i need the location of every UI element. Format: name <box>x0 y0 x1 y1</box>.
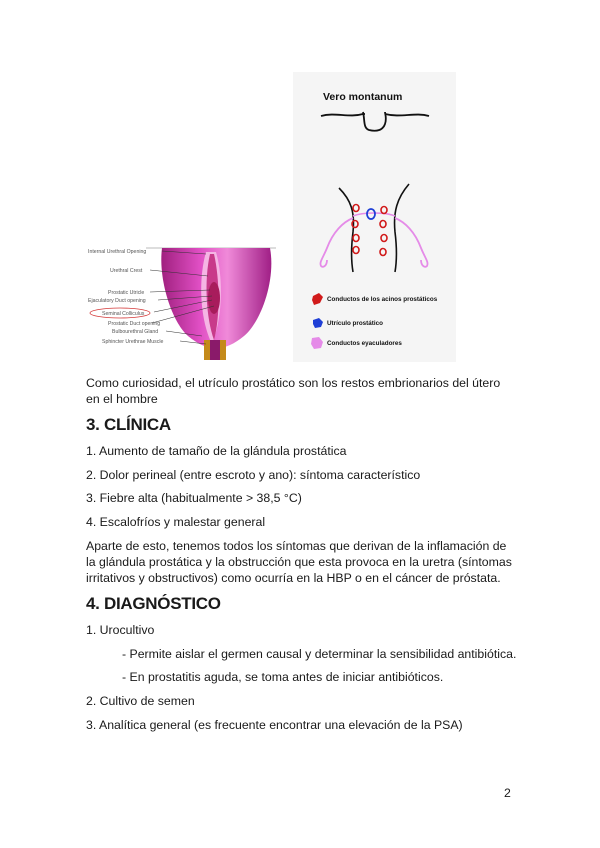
legend-label-utriculo: Utrículo prostático <box>327 320 383 327</box>
label-prostatic-duct-opening: Prostatic Duct opening <box>108 321 161 327</box>
section3-paragraph: Aparte de esto, tenemos todos los síntomas que derivan de la inflamación de la glándula prostática y la obstrucción que esta provoca en la uretra (síntomas irritativos y obstructivos) como ocurría en la HBP o en el cáncer de próstata. <box>86 539 512 585</box>
legend-label-conductos-acinos: Conductos de los acinos prostáticos <box>327 296 438 303</box>
list-item: 1. Urocultivo <box>86 623 155 637</box>
figure-caption: Como curiosidad, el utrículo prostático son los restos embrionarios del útero en el hombre <box>86 376 501 406</box>
label-urethral-crest: Urethral Crest <box>110 268 143 274</box>
page-number: 2 <box>504 786 511 800</box>
legend-label-conductos-eyaculadores: Conductos eyaculadores <box>327 340 402 347</box>
prostate-anatomy-figure <box>86 240 294 362</box>
label-prostatic-utricle: Prostatic Utricle <box>108 290 145 296</box>
list-item: 2. Dolor perineal (entre escroto y ano): síntoma característico <box>86 468 421 482</box>
label-seminal-colliculus: Seminal Colliculus <box>102 311 145 317</box>
sub-item: - Permite aislar el germen causal y determinar la sensibilidad antibiótica. <box>122 647 517 661</box>
label-internal-urethral-opening: Internal Urethral Opening <box>88 249 147 255</box>
label-ejaculatory-duct-opening: Ejaculatory Duct opening <box>88 298 146 304</box>
list-item: 3. Analítica general (es frecuente encontrar una elevación de la PSA) <box>86 718 463 732</box>
legend-swatch-blue <box>313 318 323 328</box>
list-item: 1. Aumento de tamaño de la glándula prostática <box>86 444 347 458</box>
section-heading-diagnostico: 4. DIAGNÓSTICO <box>86 594 221 613</box>
figure-title: Vero montanum <box>323 91 403 103</box>
legend-swatch-red <box>312 293 323 305</box>
label-sphincter-urethrae-muscle: Sphincter Urethrae Muscle <box>102 339 164 345</box>
list-item: 3. Fiebre alta (habitualmente > 38,5 °C) <box>86 491 302 505</box>
list-item: 2. Cultivo de semen <box>86 694 195 708</box>
legend-swatch-pink <box>311 337 323 349</box>
label-bulbourethral-gland: Bulbourethral Gland <box>112 329 159 335</box>
sub-item: - En prostatitis aguda, se toma antes de iniciar antibióticos. <box>122 670 444 684</box>
list-item: 4. Escalofríos y malestar general <box>86 515 266 529</box>
vero-montanum-figure <box>293 72 456 362</box>
section-heading-clinica: 3. CLÍNICA <box>86 415 171 434</box>
